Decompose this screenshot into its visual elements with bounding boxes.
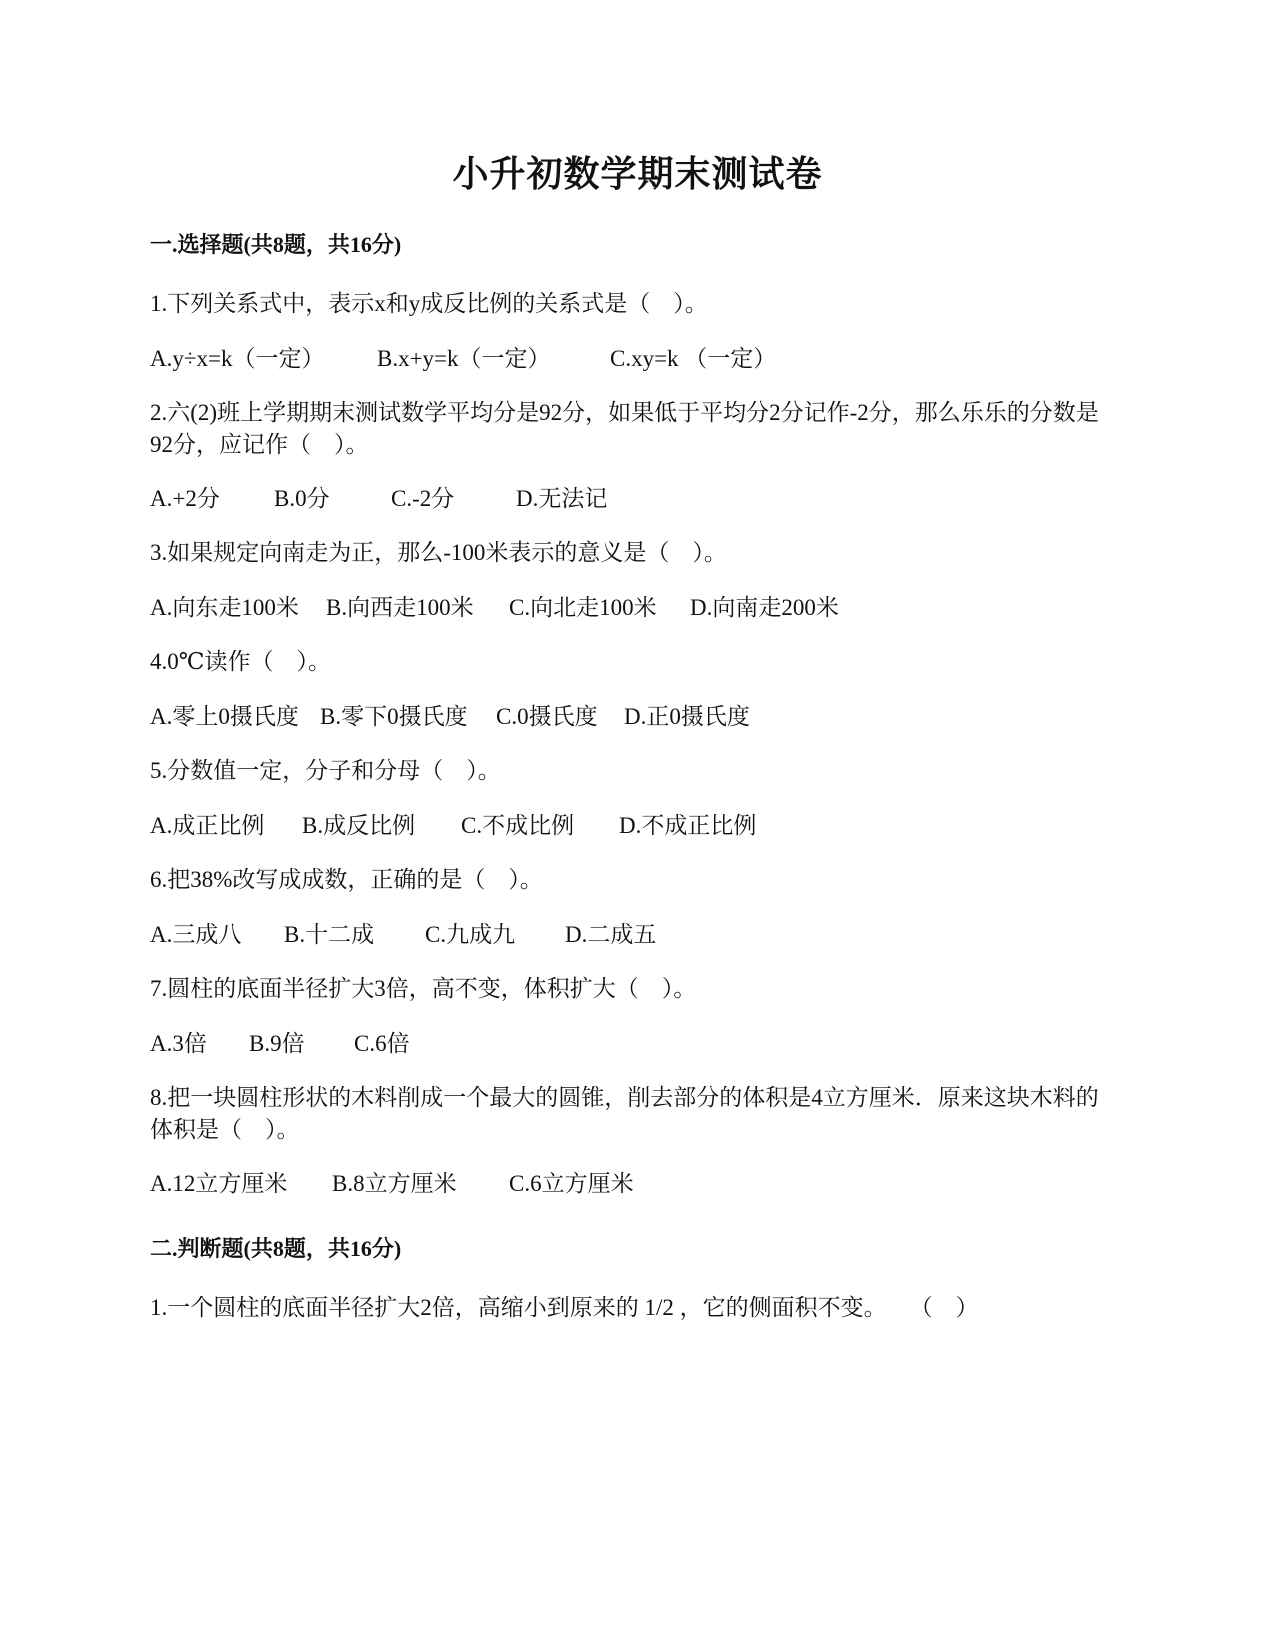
- option-b: B.9倍: [249, 1031, 305, 1056]
- question-2-text: 2.六(2)班上学期期末测试数学平均分是92分，如果低于平均分2分记作-2分，那么乐乐的分数是92分，应记作（ ）。: [150, 400, 1099, 457]
- option-d: D.正0摄氏度: [624, 704, 750, 729]
- option-b: B.向西走100米: [326, 595, 474, 620]
- question-8-text: 8.把一块圆柱形状的木料削成一个最大的圆锥，削去部分的体积是4立方厘米．原来这块木料的体积是（ ）。: [150, 1085, 1099, 1142]
- question-1-text: 1.下列关系式中，表示x和y成反比例的关系式是（ ）。: [150, 291, 708, 316]
- option-c: C.向北走100米: [509, 595, 657, 620]
- option-c: C.0摄氏度: [496, 704, 598, 729]
- question-7-text: 7.圆柱的底面半径扩大3倍，高不变，体积扩大（ ）。: [150, 976, 697, 1001]
- judgement-question-1-text: 1.一个圆柱的底面半径扩大2倍，高缩小到原来的 1/2 ，它的侧面积不变。 （ ）: [150, 1295, 979, 1320]
- option-b: B.x+y=k（一定）: [377, 346, 551, 371]
- option-c: C.不成比例: [461, 813, 575, 838]
- option-d: D.二成五: [565, 922, 657, 947]
- option-c: C.6倍: [354, 1031, 410, 1056]
- option-a: A.成正比例: [150, 813, 265, 838]
- option-b: B.十二成: [284, 922, 375, 947]
- option-d: D.无法记: [516, 486, 608, 511]
- section-heading-judgement: 二.判断题(共8题，共16分): [150, 1236, 402, 1261]
- question-3-text: 3.如果规定向南走为正，那么-100米表示的意义是（ ）。: [150, 540, 727, 565]
- option-a: A.3倍: [150, 1031, 207, 1056]
- question-5-text: 5.分数值一定，分子和分母（ ）。: [150, 758, 501, 783]
- option-b: B.8立方厘米: [332, 1171, 457, 1196]
- option-a: A.y÷x=k（一定）: [150, 346, 325, 371]
- option-b: B.0分: [274, 486, 330, 511]
- section-heading-choice: 一.选择题(共8题，共16分): [150, 232, 402, 257]
- option-a: A.零上0摄氏度: [150, 704, 299, 729]
- option-c: C.xy=k （一定）: [610, 346, 777, 371]
- option-c: C.九成九: [425, 922, 516, 947]
- option-d: D.不成正比例: [619, 813, 757, 838]
- option-a: A.向东走100米: [150, 595, 299, 620]
- option-a: A.三成八: [150, 922, 242, 947]
- option-c: C.-2分: [391, 486, 455, 511]
- option-b: B.零下0摄氏度: [320, 704, 468, 729]
- option-c: C.6立方厘米: [509, 1171, 634, 1196]
- option-a: A.+2分: [150, 486, 220, 511]
- option-b: B.成反比例: [302, 813, 416, 838]
- option-a: A.12立方厘米: [150, 1171, 288, 1196]
- question-4-text: 4.0℃读作（ ）。: [150, 649, 331, 674]
- question-6-text: 6.把38%改写成成数，正确的是（ ）。: [150, 867, 543, 892]
- option-d: D.向南走200米: [690, 595, 839, 620]
- page-title: 小升初数学期末测试卷: [452, 154, 823, 194]
